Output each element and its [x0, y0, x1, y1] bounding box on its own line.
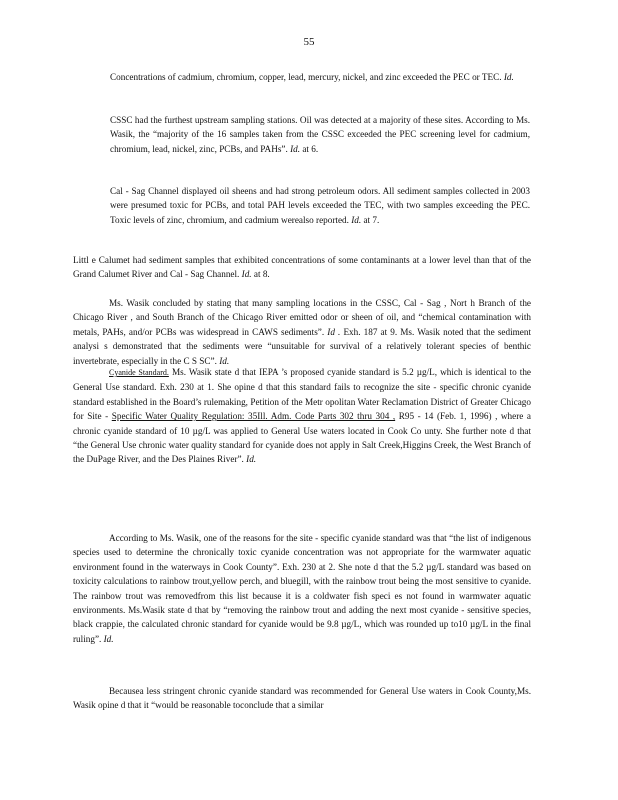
citation: Id .: [327, 326, 341, 337]
citation-page: at 7.: [363, 214, 380, 225]
citation: Id.: [219, 355, 230, 366]
citation: Id.: [503, 72, 514, 82]
paragraph-text: Cal - Sag Channel displayed oil sheens and had strong petroleum odors. All sediment samples collected in 2003 were presumed toxic for PCBs, and total PAH levels exceeded the TEC, with two samples exceeding the PEC. Toxic levels of zinc, chromium, and cadmium werealso reported.: [110, 186, 530, 225]
paragraph-text: Becausea less stringent chronic cyanide standard was recommended for General Use waters in Cook County,Ms. Wasik opine d that it “would be reasonable toconclude that a similar: [73, 686, 531, 711]
paragraph-text: According to Ms. Wasik, one of the reasons for the site - specific cyanide standard was that “the list of indigenous species used to determine the chronically toxic cyanide concentration was not appropriate for the warmwater aquatic environment found in the waterways in Cook County”. Exh. 230 at 2. She note d that the 5.2 µg/L standard was based on toxicity calculations to rainbow trout,yellow perch, and bluegill, with the rainbow trout being the most sensitive to cyanide. The rainbow trout was removedfrom this list because it is a coldwater fish speci es not found in warmwater aquatic environments. Ms.Wasik state d that by “removing the rainbow trout and adding the next most cyanide - sensitive species, black crappie, the calculated chronic standard for cyanide would be 9.8 µg/L, which was rounded up to10 µg/L in the final ruling”.: [73, 533, 531, 644]
paragraph-text: CSSC had the furthest upstream sampling stations. Oil was detected at a majority of these sites. According to Ms. Wasik, the “majority of the 16 samples taken from the CSSC exceeded the PEC screening level for cadmium, chromium, lead, nickel, zinc, PCBs, and PAHs”.: [110, 115, 530, 154]
paragraph-7: [73, 531, 531, 646]
paragraph-text: Exh. 187 at 9. Ms. Wasik noted that the sediment analysi s demonstrated that the sediments were “unsuitable for survival of a relatively tolerant species of benthic invertebrate, especially in the C S SC”.: [73, 326, 531, 366]
paragraph-1: [110, 70, 530, 84]
paragraph-text: Littl e Calumet had sediment samples that exhibited concentrations of some contaminants at a lower level than that of the Grand Calumet River and Cal - Sag Channel.: [73, 255, 531, 280]
paragraph-4: [73, 253, 531, 282]
citation: Id.: [246, 454, 257, 465]
paragraph-8: [73, 684, 531, 713]
section-heading: Cyanide Standard.: [109, 368, 169, 377]
paragraph-text: Ms. Wasik state d that IEPA ’s proposed cyanide standard is 5.2 µg/L, which is identical to the General Use standard. Exh. 230 at 1. She opine d that this standard fails to recognize the site - specific chronic cyanide standard established in the Board’s rulemaking, Petition of the Metr opolitan Water Reclamation District of Greater Chicago for Site -: [73, 367, 531, 422]
paragraph-6: [73, 365, 531, 467]
citation: Id.: [241, 269, 252, 280]
citation-page: at 8.: [253, 269, 270, 280]
paragraph-3: [110, 184, 530, 227]
paragraph-text: Concentrations of cadmium, chromium, copper, lead, mercury, nickel, and zinc exceeded the PEC or TEC.: [110, 72, 502, 82]
citation-page: at 6.: [302, 143, 319, 154]
case-citation: Specific Water Quality Regulation: 35Ill. Adm. Code Parts 302 thru 304 ,: [111, 411, 396, 422]
paragraph-5: [73, 296, 531, 368]
paragraph-text: R95 - 14 (Feb. 1, 1996) , where a chronic cyanide standard of 10 µg/L was applied to General Use waters located in Cook Co unty. She further note d that “the General Use chronic water quality standard for cyanide does not apply in Salt Creek,Higgins Creek, the West Branch of the DuPage River, and the Des Plaines River”.: [73, 411, 531, 465]
citation: Id.: [351, 214, 362, 225]
citation: Id.: [103, 633, 114, 644]
paragraph-text: Ms. Wasik concluded by stating that many sampling locations in the CSSC, Cal - Sag , Nort h Branch of the Chicago River , and South Branch of the Chicago River emitted odor or sheen of oil, and “chemical contamination with metals, PAHs, and/or PCBs was widespread in CAWS sediments”.: [73, 298, 531, 337]
paragraph-2: [110, 113, 530, 156]
page-number: 55: [303, 36, 315, 48]
citation: Id.: [290, 143, 301, 154]
